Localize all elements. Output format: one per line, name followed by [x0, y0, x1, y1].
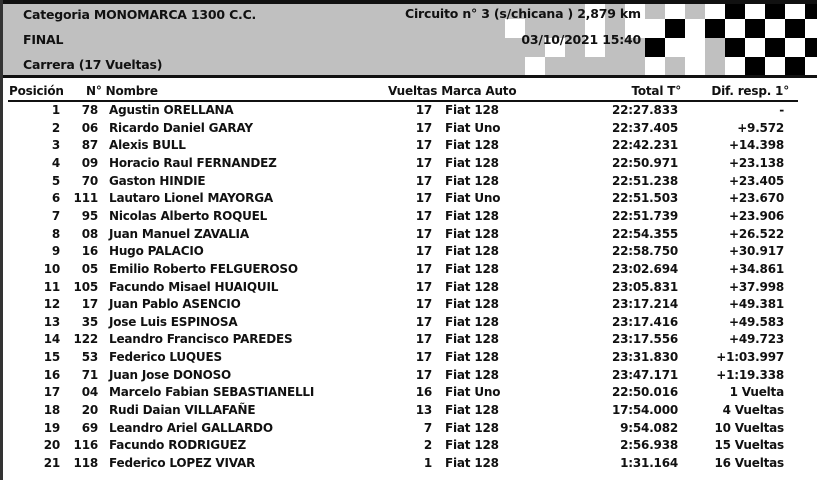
table-row: [0, 368, 817, 386]
gap-cell: +37.998: [729, 279, 784, 294]
car-number-cell: 71: [81, 367, 98, 382]
table-row: [0, 156, 817, 174]
position-cell: 9: [51, 244, 60, 259]
total-time-cell: 22:50.971: [611, 155, 678, 170]
laps-cell: 2: [423, 438, 432, 453]
total-time-cell: 22:51.739: [611, 208, 678, 223]
position-cell: 5: [51, 173, 60, 188]
laps-cell: 17: [415, 191, 432, 206]
driver-name-cell: Jose Luis ESPINOSA: [109, 314, 238, 329]
position-cell: 4: [51, 155, 60, 170]
laps-cell: 17: [415, 314, 432, 329]
car-number-cell: 53: [81, 350, 98, 365]
car-number-cell: 05: [81, 261, 98, 276]
laps-cell: 16: [415, 385, 432, 400]
position-cell: 11: [43, 279, 60, 294]
table-row: [0, 438, 817, 456]
total-time-cell: 22:54.355: [611, 226, 678, 241]
driver-name-cell: Facundo Misael HUAIQUIL: [109, 279, 279, 294]
total-time-cell: 22:58.750: [611, 244, 678, 259]
car-brand-cell: Fiat 128: [445, 314, 499, 329]
gap-cell: 1 Vuelta: [729, 385, 784, 400]
total-time-cell: 1:31.164: [620, 456, 678, 470]
gap-cell: +30.917: [729, 244, 784, 259]
laps-cell: 17: [415, 103, 432, 117]
laps-cell: 17: [415, 138, 432, 153]
car-brand-cell: Fiat 128: [445, 244, 499, 259]
driver-name-cell: Juan Manuel ZAVALIA: [109, 226, 249, 241]
gap-cell: +23.906: [729, 208, 784, 223]
car-number-cell: 118: [73, 456, 98, 470]
gap-cell: +49.583: [729, 314, 784, 329]
col-number-name: N° Nombre: [86, 84, 158, 98]
car-number-cell: 16: [81, 244, 98, 259]
driver-name-cell: Lautaro Lionel MAYORGA: [109, 191, 273, 206]
gap-cell: 16 Vueltas: [714, 456, 784, 470]
header-rule: [8, 100, 798, 102]
position-cell: 20: [43, 438, 60, 453]
gap-cell: 4 Vueltas: [722, 403, 784, 418]
car-brand-cell: Fiat 128: [445, 403, 499, 418]
gap-cell: +23.670: [729, 191, 784, 206]
table-row: [0, 315, 817, 333]
position-cell: 12: [43, 297, 60, 312]
table-row: [0, 244, 817, 262]
car-number-cell: 70: [81, 173, 98, 188]
laps-cell: 17: [415, 208, 432, 223]
race-label: Carrera (17 Vueltas): [23, 57, 163, 72]
col-total-time: Total T°: [631, 84, 681, 98]
driver-name-cell: Federico LOPEZ VIVAR: [109, 456, 256, 470]
car-brand-cell: Fiat 128: [445, 456, 499, 470]
car-brand-cell: Fiat 128: [445, 155, 499, 170]
car-brand-cell: Fiat 128: [445, 438, 499, 453]
table-row: [0, 121, 817, 139]
laps-cell: 17: [415, 173, 432, 188]
position-cell: 15: [43, 350, 60, 365]
driver-name-cell: Gaston HINDIE: [109, 173, 206, 188]
position-cell: 10: [43, 261, 60, 276]
laps-cell: 17: [415, 297, 432, 312]
total-time-cell: 23:17.416: [611, 314, 678, 329]
laps-cell: 17: [415, 155, 432, 170]
category-title: Categoria MONOMARCA 1300 C.C.: [23, 7, 257, 22]
driver-name-cell: Agustin ORELLANA: [109, 103, 234, 117]
table-row: [0, 138, 817, 156]
laps-cell: 17: [415, 367, 432, 382]
table-row: [0, 332, 817, 350]
gap-cell: +9.572: [737, 120, 784, 135]
car-number-cell: 78: [81, 103, 98, 117]
table-row: [0, 421, 817, 439]
car-number-cell: 09: [81, 155, 98, 170]
table-row: [0, 350, 817, 368]
gap-cell: +26.522: [729, 226, 784, 241]
results-header: [3, 4, 817, 75]
gap-cell: +23.405: [729, 173, 784, 188]
driver-name-cell: Hugo PALACIO: [109, 244, 204, 259]
col-gap: Dif. resp. 1°: [711, 84, 789, 98]
total-time-cell: 23:17.214: [611, 297, 678, 312]
car-brand-cell: Fiat 128: [445, 138, 499, 153]
car-number-cell: 06: [81, 120, 98, 135]
driver-name-cell: Alexis BULL: [109, 138, 186, 153]
driver-name-cell: Ricardo Daniel GARAY: [109, 120, 253, 135]
laps-cell: 17: [415, 120, 432, 135]
gap-cell: -: [779, 103, 784, 117]
driver-name-cell: Nicolas Alberto ROQUEL: [109, 208, 268, 223]
circuit-label: Circuito n° 3 (s/chicana ) 2,879 km: [405, 6, 641, 21]
gap-cell: +23.138: [729, 155, 784, 170]
car-number-cell: 87: [81, 138, 98, 153]
car-number-cell: 111: [73, 191, 98, 206]
gap-cell: +49.723: [729, 332, 784, 347]
car-number-cell: 105: [73, 279, 98, 294]
total-time-cell: 9:54.082: [620, 420, 678, 435]
driver-name-cell: Juan Pablo ASENCIO: [109, 297, 241, 312]
car-brand-cell: Fiat 128: [445, 420, 499, 435]
car-number-cell: 116: [73, 438, 98, 453]
car-brand-cell: Fiat 128: [445, 173, 499, 188]
total-time-cell: 22:50.016: [611, 385, 678, 400]
car-brand-cell: Fiat 128: [445, 297, 499, 312]
table-row: [0, 403, 817, 421]
position-cell: 18: [43, 403, 60, 418]
laps-cell: 17: [415, 279, 432, 294]
driver-name-cell: Leandro Francisco PAREDES: [109, 332, 293, 347]
table-row: [0, 456, 817, 474]
car-number-cell: 17: [81, 297, 98, 312]
driver-name-cell: Juan Jose DONOSO: [109, 367, 232, 382]
header-divider: [3, 75, 817, 78]
gap-cell: +1:19.338: [716, 367, 784, 382]
gap-cell: 10 Vueltas: [714, 420, 784, 435]
car-brand-cell: Fiat Uno: [445, 385, 501, 400]
car-brand-cell: Fiat Uno: [445, 120, 501, 135]
total-time-cell: 2:56.938: [620, 438, 678, 453]
laps-cell: 1: [423, 456, 432, 470]
total-time-cell: 23:31.830: [611, 350, 678, 365]
car-number-cell: 35: [81, 314, 98, 329]
table-row: [0, 174, 817, 192]
position-cell: 6: [51, 191, 60, 206]
car-brand-cell: Fiat 128: [445, 332, 499, 347]
table-row: [0, 191, 817, 209]
car-brand-cell: Fiat 128: [445, 350, 499, 365]
date-time: 03/10/2021 15:40: [521, 32, 641, 47]
position-cell: 19: [43, 420, 60, 435]
gap-cell: 15 Vueltas: [714, 438, 784, 453]
driver-name-cell: Rudi Daian VILLAFAÑE: [109, 403, 256, 418]
total-time-cell: 23:02.694: [611, 261, 678, 276]
gap-cell: +14.398: [729, 138, 784, 153]
laps-cell: 17: [415, 350, 432, 365]
total-time-cell: 23:47.171: [611, 367, 678, 382]
driver-name-cell: Leandro Ariel GALLARDO: [109, 420, 273, 435]
table-row: [0, 227, 817, 245]
total-time-cell: 17:54.000: [611, 403, 678, 418]
table-row: [0, 103, 817, 121]
car-brand-cell: Fiat Uno: [445, 191, 501, 206]
car-brand-cell: Fiat 128: [445, 367, 499, 382]
car-brand-cell: Fiat 128: [445, 103, 499, 117]
table-row: [0, 385, 817, 403]
laps-cell: 17: [415, 226, 432, 241]
car-number-cell: 95: [81, 208, 98, 223]
laps-cell: 17: [415, 332, 432, 347]
car-brand-cell: Fiat 128: [445, 261, 499, 276]
driver-name-cell: Federico LUQUES: [109, 350, 222, 365]
table-row: [0, 280, 817, 298]
car-number-cell: 20: [81, 403, 98, 418]
driver-name-cell: Horacio Raul FERNANDEZ: [109, 155, 277, 170]
gap-cell: +34.861: [729, 261, 784, 276]
total-time-cell: 22:42.231: [611, 138, 678, 153]
car-brand-cell: Fiat 128: [445, 226, 499, 241]
position-cell: 1: [51, 103, 60, 117]
laps-cell: 13: [415, 403, 432, 418]
session-label: FINAL: [23, 32, 64, 47]
car-brand-cell: Fiat 128: [445, 208, 499, 223]
driver-name-cell: Facundo RODRIGUEZ: [109, 438, 247, 453]
total-time-cell: 22:51.503: [611, 191, 678, 206]
position-cell: 14: [43, 332, 60, 347]
position-cell: 3: [51, 138, 60, 153]
table-row: [0, 297, 817, 315]
position-cell: 21: [43, 456, 60, 470]
table-row: [0, 209, 817, 227]
table-row: [0, 262, 817, 280]
total-time-cell: 23:05.831: [611, 279, 678, 294]
driver-name-cell: Marcelo Fabian SEBASTIANELLI: [109, 385, 315, 400]
car-number-cell: 69: [81, 420, 98, 435]
driver-name-cell: Emilio Roberto FELGUEROSO: [109, 261, 298, 276]
laps-cell: 17: [415, 244, 432, 259]
car-number-cell: 04: [81, 385, 98, 400]
gap-cell: +49.381: [729, 297, 784, 312]
position-cell: 2: [51, 120, 60, 135]
col-laps-car: Vueltas Marca Auto: [388, 84, 517, 98]
total-time-cell: 22:27.833: [611, 103, 678, 117]
position-cell: 7: [51, 208, 60, 223]
car-number-cell: 08: [81, 226, 98, 241]
col-position: Posición: [9, 84, 64, 98]
total-time-cell: 22:51.238: [611, 173, 678, 188]
laps-cell: 7: [423, 420, 432, 435]
position-cell: 16: [43, 367, 60, 382]
car-brand-cell: Fiat 128: [445, 279, 499, 294]
position-cell: 8: [51, 226, 60, 241]
laps-cell: 17: [415, 261, 432, 276]
total-time-cell: 23:17.556: [611, 332, 678, 347]
position-cell: 13: [43, 314, 60, 329]
gap-cell: +1:03.997: [716, 350, 784, 365]
position-cell: 17: [43, 385, 60, 400]
car-number-cell: 122: [73, 332, 98, 347]
total-time-cell: 22:37.405: [611, 120, 678, 135]
